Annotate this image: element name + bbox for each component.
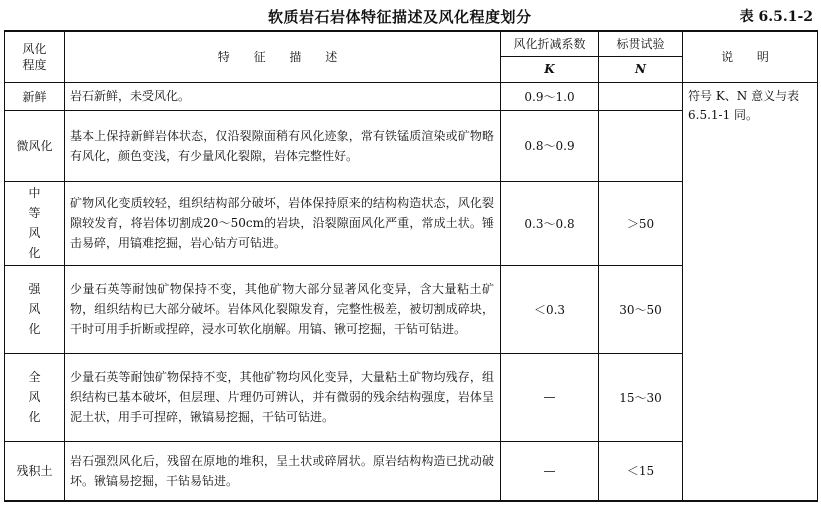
grade-cell: 残积土 (5, 441, 65, 501)
grade-cell: 中等风化 (5, 181, 65, 265)
k-cell: — (501, 441, 599, 501)
header-k-symbol: K (501, 56, 599, 82)
k-cell: 0.3～0.8 (501, 181, 599, 265)
desc-cell: 岩石强烈风化后，残留在原地的堆积，呈土状或碎屑状。原岩结构构造已扰动破坏。锹镐易挖掘，干钻易钻进。 (65, 441, 501, 501)
desc-cell: 矿物风化变质较轻，组织结构部分破坏，岩体保持原来的结构构造状态，风化裂隙较发育，将岩体切割成20～50cm的岩块，沿裂隙面风化严重，常成土状。锤击易碎，用镐难挖掘，岩心钻方可钻进。 (65, 181, 501, 265)
n-cell (599, 110, 683, 181)
n-cell: 15～30 (599, 353, 683, 441)
weathering-table (4, 30, 818, 502)
k-cell: ＜0.3 (501, 265, 599, 353)
grade-cell: 新鲜 (5, 82, 65, 110)
grade-cell: 微风化 (5, 110, 65, 181)
grade-cell: 强风化 (5, 265, 65, 353)
n-cell (599, 82, 683, 110)
table-title-bar (0, 4, 821, 26)
note-cell: 符号 K、N 意义与表 6.5.1-1 同。 (683, 82, 818, 501)
desc-cell: 少量石英等耐蚀矿物保持不变，其他矿物大部分显著风化变异，含大量粘土矿物，组织结构已大部分破坏。岩体风化裂隙发育，完整性极差，被切割成碎块，干时可用手折断或捏碎，浸水可软化崩解。用镐、锹可挖掘，干钻可钻进。 (65, 265, 501, 353)
desc-cell: 岩石新鲜，未受风化。 (65, 82, 501, 110)
table-title: 软质岩石岩体特征描述及风化程度划分 (268, 8, 532, 26)
header-desc: 特 征 描 述 (65, 31, 501, 82)
desc-cell: 基本上保持新鲜岩体状态，仅沿裂隙面稍有风化迹象，常有铁锰质渲染或矿物略有风化，颜色变浅，有少量风化裂隙，岩体完整性好。 (65, 110, 501, 181)
grade-cell: 全风化 (5, 353, 65, 441)
k-cell: 0.8～0.9 (501, 110, 599, 181)
k-cell: 0.9～1.0 (501, 82, 599, 110)
n-cell: 30～50 (599, 265, 683, 353)
header-grade: 风化程度 (5, 31, 65, 82)
table-number: 表 6.5.1-2 (739, 9, 813, 25)
header-n: 标贯试验 (599, 31, 683, 56)
table-row (5, 82, 818, 110)
header-note: 说 明 (683, 31, 818, 82)
header-n-symbol: N (599, 56, 683, 82)
k-cell: — (501, 353, 599, 441)
header-row (5, 31, 818, 56)
header-k: 风化折减系数 (501, 31, 599, 56)
desc-cell: 少量石英等耐蚀矿物保持不变，其他矿物均风化变异，大量粘土矿物均残存，组织结构已基本破坏，但层理、片理仍可辨认，并有微弱的残余结构强度，岩体呈泥土状，用手可捏碎，锹镐易挖掘，干钻可钻进。 (65, 353, 501, 441)
n-cell: ＜15 (599, 441, 683, 501)
n-cell: ＞50 (599, 181, 683, 265)
